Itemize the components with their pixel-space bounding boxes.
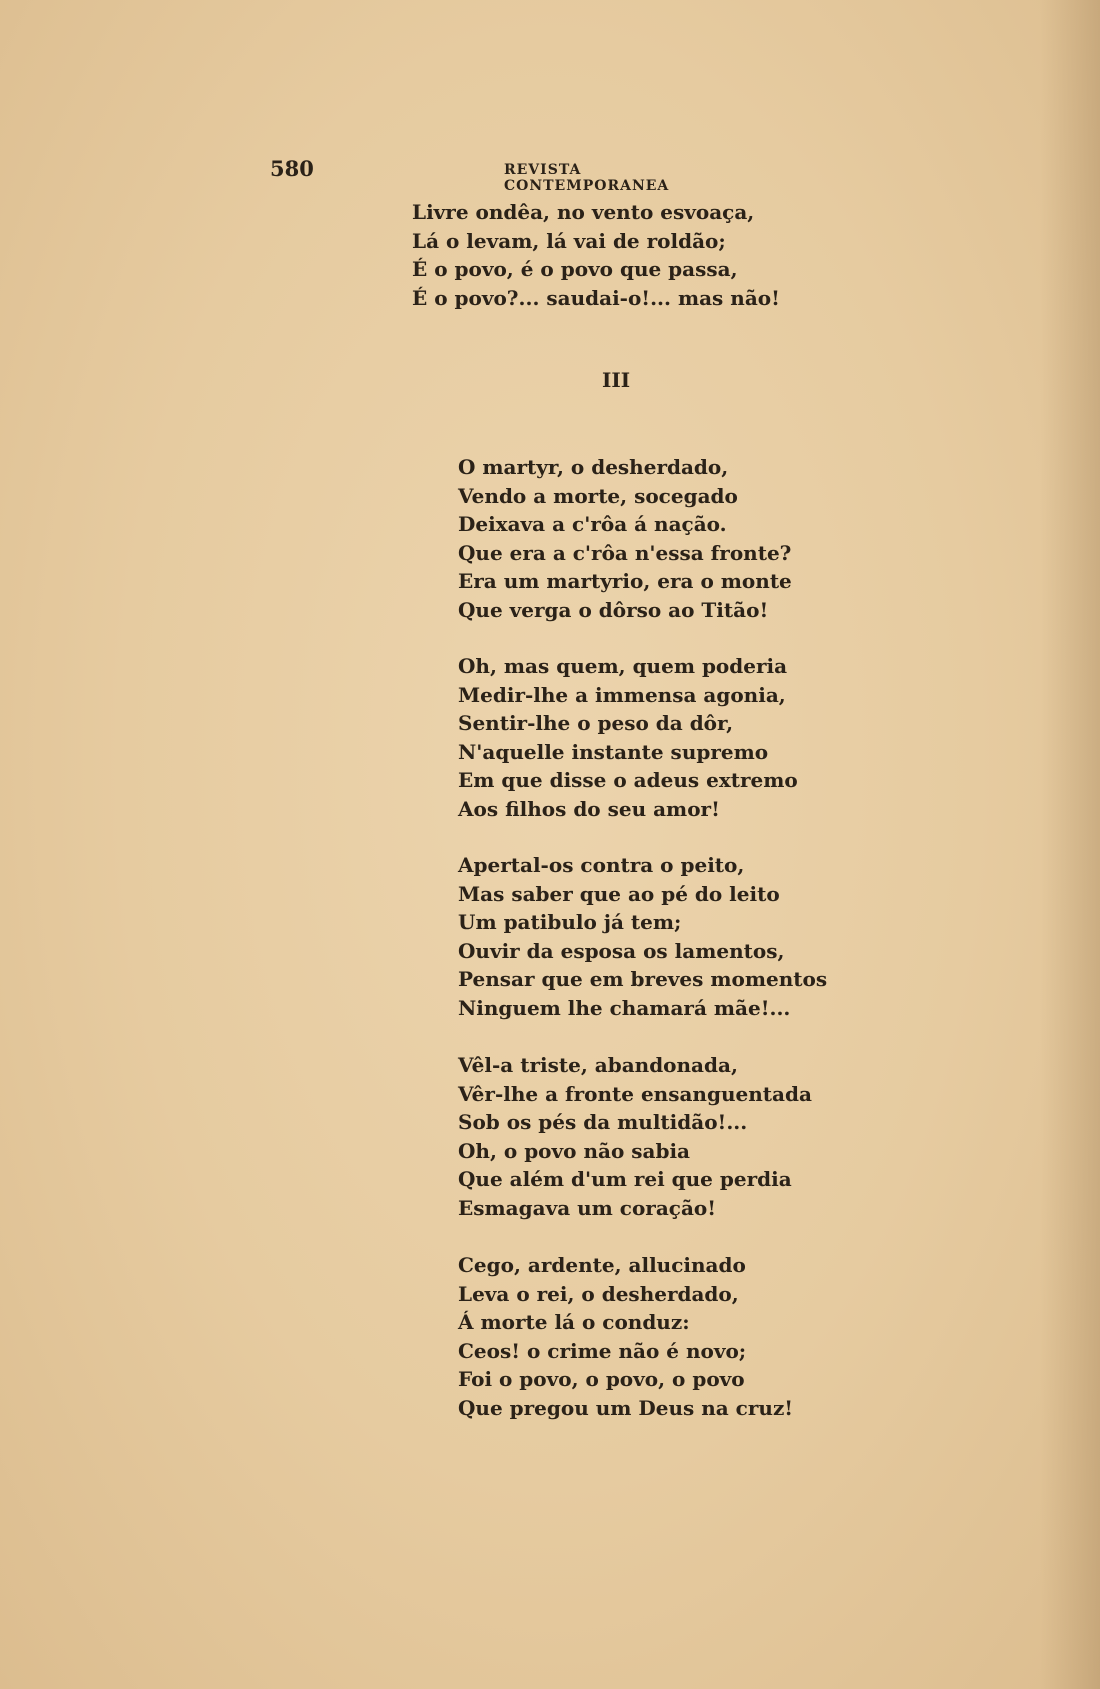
stanza-3 (458, 851, 827, 1023)
verse-line: Livre ondêa, no vento esvoaça, (412, 200, 755, 224)
verse-line: Lá o levam, lá vai de roldão; (412, 228, 726, 253)
verse-line: Vendo a morte, socegado (458, 483, 738, 508)
running-header (270, 156, 740, 194)
verse-line: Pensar que em breves momentos (458, 967, 828, 992)
page-edge-shadow (1040, 0, 1100, 1689)
verse-line: Cego, ardente, allucinado (458, 1253, 746, 1277)
stanza-1 (458, 453, 792, 625)
verse-line: Mas saber que ao pé do leito (458, 881, 780, 906)
verse-line: Que era a c'rôa n'essa fronte? (458, 540, 792, 565)
verse-line: Medir-lhe a immensa agonia, (458, 682, 786, 707)
verse-line: O martyr, o desherdado, (458, 455, 729, 479)
verse-line: Deixava a c'rôa á nação. (458, 512, 727, 537)
verse-line: Sentir-lhe o peso da dôr, (458, 711, 734, 736)
verse-line: Foi o povo, o povo, o povo (458, 1367, 745, 1392)
verse-line: Que além d'um rei que perdia (458, 1167, 792, 1192)
opening-stanza (412, 198, 780, 312)
verse-line: Esmagava um coração! (458, 1195, 717, 1220)
verse-line: Ceos! o crime não é novo; (458, 1338, 747, 1363)
stanza-4 (458, 1051, 812, 1223)
verse-line: Leva o rei, o desherdado, (458, 1281, 739, 1306)
verse-line: Oh, mas quem, quem poderia (458, 654, 788, 678)
stanza-5 (458, 1251, 793, 1423)
verse-line: Aos filhos do seu amor! (458, 796, 720, 821)
verse-line: Oh, o povo não sabia (458, 1138, 691, 1163)
verse-line: Sob os pés da multidão!... (458, 1110, 748, 1135)
verse-line: Que pregou um Deus na cruz! (458, 1395, 794, 1420)
verse-line: Ninguem lhe chamará mãe!... (458, 995, 791, 1020)
verse-line: É o povo, é o povo que passa, (412, 257, 738, 282)
verse-line: Apertal-os contra o peito, (458, 853, 745, 877)
stanza-2 (458, 652, 798, 824)
verse-line: É o povo?... saudai-o!... mas não! (412, 285, 780, 310)
verse-line: Em que disse o adeus extremo (458, 768, 798, 793)
verse-line: Ouvir da esposa os lamentos, (458, 938, 785, 963)
journal-title: REVISTA CONTEMPORANEA (504, 162, 670, 194)
verse-line: Vêr-lhe a fronte ensanguentada (458, 1081, 812, 1106)
verse-line: Que verga o dôrso ao Titão! (458, 597, 769, 622)
verse-line: Á morte lá o conduz: (458, 1310, 690, 1335)
verse-line: Vêl-a triste, abandonada, (458, 1053, 738, 1077)
section-numeral: III (602, 368, 631, 392)
page-number: 580 (270, 156, 314, 181)
verse-line: Era um martyrio, era o monte (458, 569, 792, 594)
verse-line: N'aquelle instante supremo (458, 739, 769, 764)
verse-line: Um patibulo já tem; (458, 910, 682, 935)
